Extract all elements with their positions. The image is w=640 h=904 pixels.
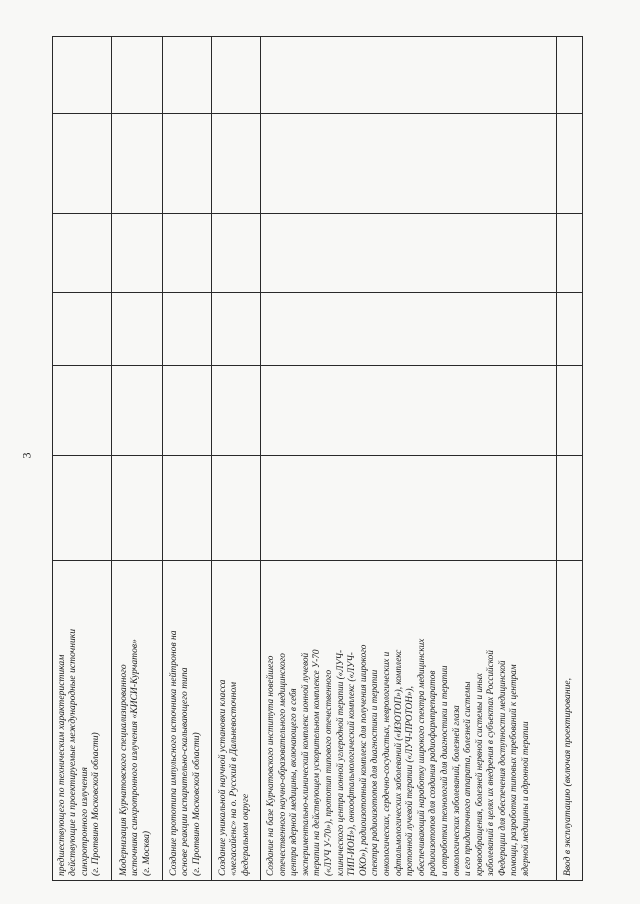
table-border-right	[582, 36, 583, 881]
column-divider	[260, 36, 261, 881]
column-divider	[162, 36, 163, 881]
table-border-top	[52, 36, 582, 37]
table-border-bottom	[52, 880, 582, 881]
column-divider	[111, 36, 112, 881]
row-divider	[52, 455, 582, 456]
column-divider	[556, 36, 557, 881]
column-divider	[211, 36, 212, 881]
row-text-6: Ввод в эксплуатацию (включая проектирование,	[562, 677, 573, 876]
row-text-5: Создание на базе Курчатовского института новейшего отечественного научно-образовательного медицинского центра ядерной медицины, включающего в себя экспериментально-клинический комплекс ионной лучевой терапии на действующем ускорительном комплексе У-70 («ЛУЧ У-70»), прототип типового отечественного клинического центра ионной углеродной терапии («ЛУЧ- ТИП-ИОН»), онкоофтальмологический комплекс («ЛУЧ- ОКО»), радиоизотопный комплекс для получения широкого спектра радиоизотопов для диагностики и терапии онкологических, сердечно-сосудистых, неврологических и офтальмологических заболеваний («ИЗОТОП»), комплекс протонной лучевой терапии («ЛУЧ-ПРОТОН»), обеспечивающий наработку широкого спектра медицинских радиоизотопов для создания радиофармпрепаратов и отработки технологий для диагностики и терапии онкологических заболеваний, болезней глаза и его придаточного аппарата, болезней системы кровообращения, болезней нервной системы и иных заболеваний в целях их внедрения в субъектах Российской Федерации для обеспечения доступности медицинской помощи, разработка типовых требований к центрам ядерной медицины и адронной терапии	[265, 638, 531, 876]
row-divider	[52, 365, 582, 366]
row-text-4: Создание уникальной научной установки класса «мегасайенс» на о. Русский в Дальневосточном федеральном округе	[217, 679, 251, 876]
row-text-2: Модернизация Курчатовского специализированного источника синхротронного излучения «КИСИ-Курчатов» (г. Москва)	[118, 639, 152, 876]
row-divider	[52, 292, 582, 293]
row-text-3: Создание прототипа импульсного источника нейтронов на основе реакции испарительно-скалывающего типа (г. Протвино Московской области)	[168, 630, 202, 876]
table-border-left	[52, 36, 53, 881]
row-divider	[52, 560, 582, 561]
row-text-1: предшествующего по техническим характеристикам действующие и проектируемые международные источники синхротронного излучения (г. Протвино Московской области)	[56, 628, 102, 876]
page-number: 3	[19, 452, 34, 459]
row-divider	[52, 213, 582, 214]
row-divider	[52, 113, 582, 114]
